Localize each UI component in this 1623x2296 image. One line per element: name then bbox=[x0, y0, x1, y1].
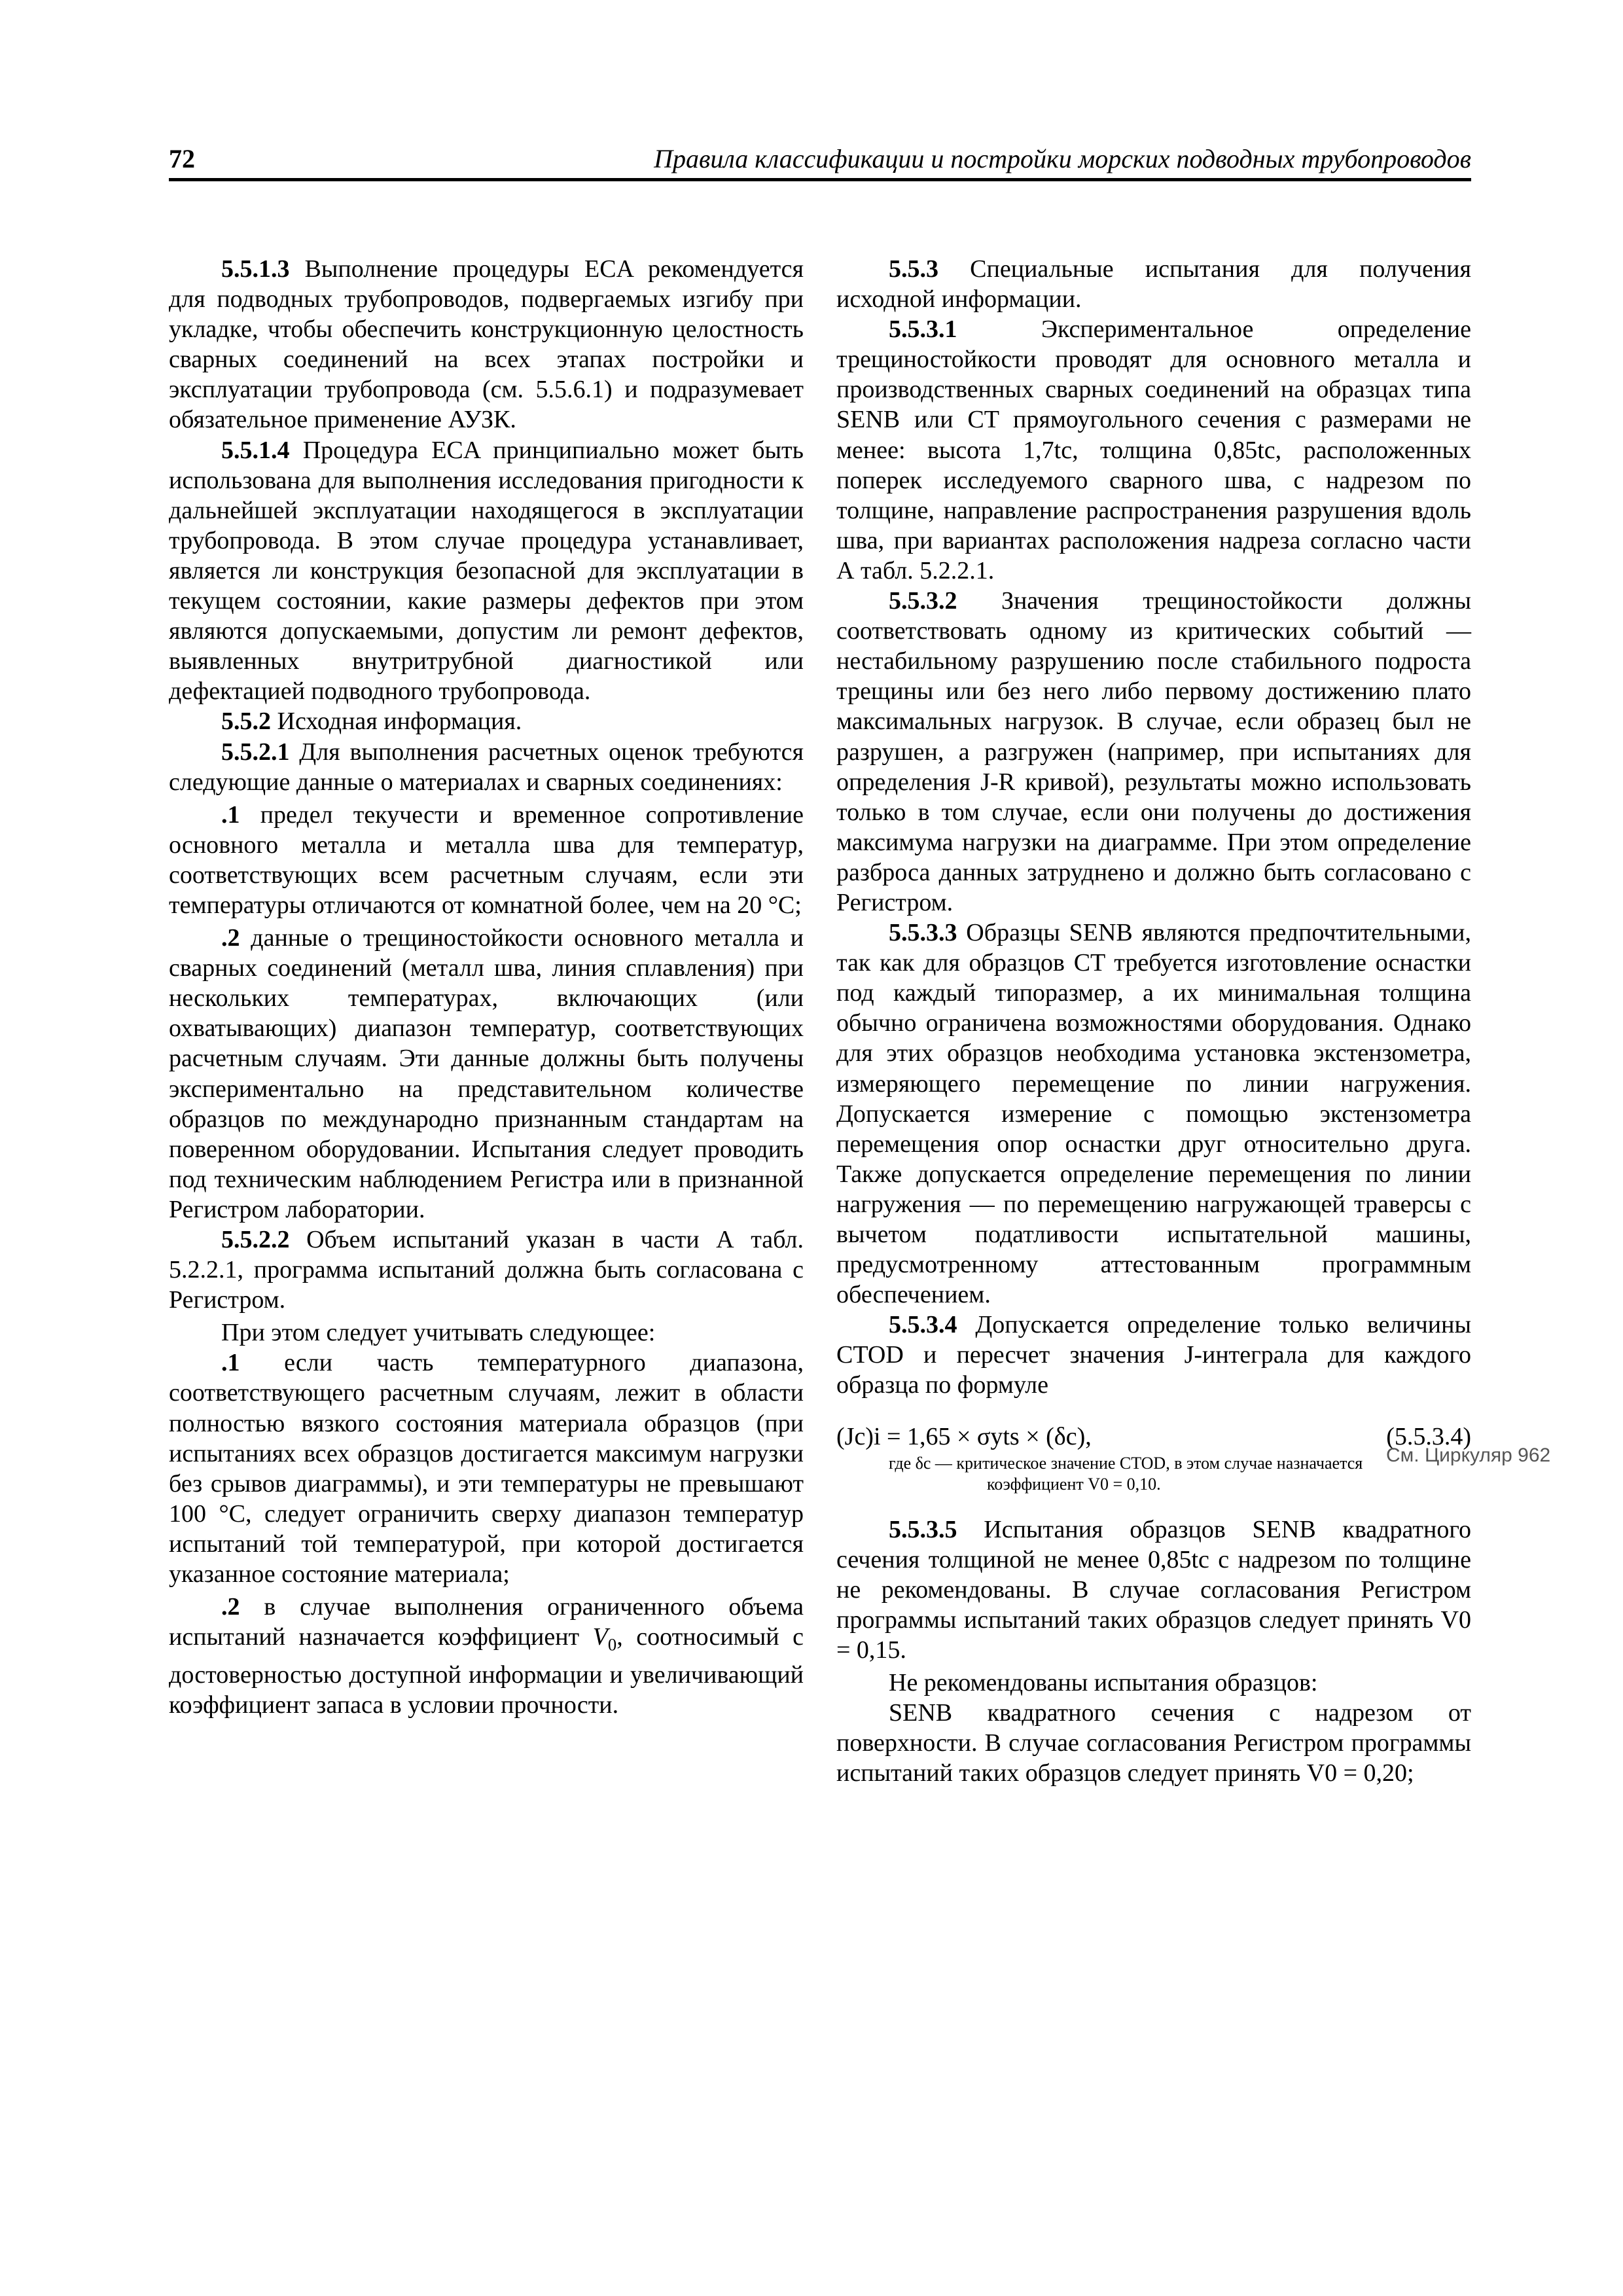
paragraph-note: При этом следует учитывать следующее: bbox=[221, 1319, 656, 1347]
paragraph-5-5-3: 5.5.3 Специальные испытания для получения исходной информации. bbox=[836, 255, 1471, 314]
paragraph-5-5-3-3: 5.5.3.3 Образцы SENB являются предпочтительными, так как для образцов CT требуется изготовление оснастки под каждый типоразмер, а их минимальная толщина обычно ограничена возможностями оборудования. Однако для этих образцов необходима установка экстензометра, измеряющего перемещение по линии нагружения. Допускается измерение с помощью экстензометра перемещения опор оснастки друг относительно друга. Также допускается определение перемещения по линии нагружения — по перемещению нагружающей траверсы с вычетом податливости испытательной машины, предусмотренному аттестованным программным обеспечением. bbox=[836, 919, 1471, 1309]
page-number: 72 bbox=[169, 144, 195, 173]
paragraph-5-5-3-2: 5.5.3.2 Значения трещиностойкости должны соответствовать одному из критических событий — нестабильному разрушению после стабильного подроста трещины или без него либо первому достижению плато максимальных нагрузок. В случае, если образец был не разрушен, а разгружен (например, при испытаниях для определения J-R кривой), результаты можно использовать только в том случае, если они получены до достижения максимума нагрузки на диаграмме. При этом определение разброса данных затруднено и должно быть согласовано с Регистром. bbox=[836, 587, 1471, 916]
page-header bbox=[169, 139, 1471, 181]
right-column bbox=[836, 254, 1471, 1788]
formula-number: (5.5.3.4) bbox=[1386, 1422, 1471, 1450]
paragraph-5-5-3-5: 5.5.3.5 Испытания образцов SENB квадратного сечения толщиной не менее 0,85tc с надрезом по толщине не рекомендованы. В случае согласования Регистром программы испытаний таких образцов следует принять V0 = 0,15. bbox=[836, 1515, 1471, 1664]
paragraph-5-5-1-3: 5.5.1.3 Выполнение процедуры ECA рекомендуется для подводных трубопроводов, подвергаемых изгибу при укладке, чтобы обеспечить конструкционную целостность сварных соединений на всех этапах постройки и эксплуатации трубопровода (см. 5.5.6.1) и подразумевает обязательное применение АУЗК. bbox=[169, 255, 804, 434]
list-item-1b: .1 если часть температурного диапазона, соответствующего расчетным случаям, лежит в области полностью вязкого состояния материала образцов (при испытаниях всех образцов достигается максимум нагрузки без срывов диаграммы), и эти температуры не превышают 100 °C, следует ограничить сверху диапазон температур испытаний той температурой, при которой достигается указанное состояние материала; bbox=[169, 1349, 804, 1588]
formula-expression: (Jc)i = 1,65 × σyts × (δc), bbox=[836, 1422, 1092, 1450]
paragraph-5-5-2-1: 5.5.2.1 Для выполнения расчетных оценок требуются следующие данные о материалах и сварных соединениях: bbox=[169, 738, 804, 796]
formula bbox=[836, 1420, 1471, 1453]
paragraph-5-5-2: 5.5.2 Исходная информация. bbox=[221, 708, 522, 736]
paragraph-senb-surface: SENB квадратного сечения с надрезом от поверхности. В случае согласования Регистром программы испытаний таких образцов следует принять V0 = 0,20; bbox=[836, 1699, 1471, 1787]
paragraph-5-5-2-2: 5.5.2.2 Объем испытаний указан в части А табл. 5.2.2.1, программа испытаний должна быть согласована с Регистром. bbox=[169, 1226, 804, 1314]
paragraph-5-5-1-4: 5.5.1.4 Процедура ECA принципиально может быть использована для выполнения исследования пригодности к дальнейшей эксплуатации находящегося в эксплуатации трубопровода. В этом случае процедура устанавливает, является ли конструкция безопасной для эксплуатации в текущем состоянии, какие размеры дефектов при этом являются допускаемыми, допустим ли ремонт дефектов, выявленных внутритрубной диагностикой или дефектацией подводного трубопровода. bbox=[169, 436, 804, 706]
circular-reference-link[interactable]: См. Циркуляр 962 bbox=[1386, 1444, 1551, 1466]
left-column bbox=[169, 254, 804, 1720]
paragraph-5-5-3-1: 5.5.3.1 Экспериментальное определение трещиностойкости проводят для основного металла и производственных сварных соединений на образцах типа SENB или CT прямоугольного сечения с размерами не менее: высота 1,7tc, толщина 0,85tc, расположенных поперек исследуемого сварного шва, с надрезом по толщине, направление распространения разрушения вдоль шва, при вариантах расположения надреза согласно части А табл. 5.2.2.1. bbox=[836, 315, 1471, 584]
list-item-2b: .2 в случае выполнения ограниченного объема испытаний назначается коэффициент $V_0$, соотносимый с достоверностью доступной информации и увеличивающий коэффициент запаса в условии прочности. bbox=[169, 1593, 804, 1719]
list-item-1: .1 предел текучести и временное сопротивление основного металла и металла шва для температур, соответствующих всем расчетным случаям, если эти температуры отличаются от комнатной более, чем на 20 °C; bbox=[169, 800, 804, 919]
list-item-2: .2 данные о трещиностойкости основного металла и сварных соединений (металл шва, линия сплавления) при нескольких температурах, включающих (или охватывающих) диапазон температур, соответствующих расчетным случаям. Эти данные должны быть получены экспериментально на представительном количестве образцов по международно признанным стандартам на поверенном оборудовании. Испытания следует проводить под техническим наблюдением Регистра или в признанной Регистром лаборатории. bbox=[169, 924, 804, 1223]
paragraph-not-recommended: Не рекомендованы испытания образцов: bbox=[889, 1669, 1318, 1697]
formula-legend: где δc — критическое значение CTOD, в этом случае назначается коэффициент V0 = 0,10. bbox=[889, 1453, 1363, 1494]
paragraph-5-5-3-4: 5.5.3.4 Допускается определение только величины CTOD и пересчет значения J-интеграла для каждого образца по формуле bbox=[836, 1311, 1471, 1399]
running-title: Правила классификации и постройки морских подводных трубопроводов bbox=[654, 144, 1471, 173]
